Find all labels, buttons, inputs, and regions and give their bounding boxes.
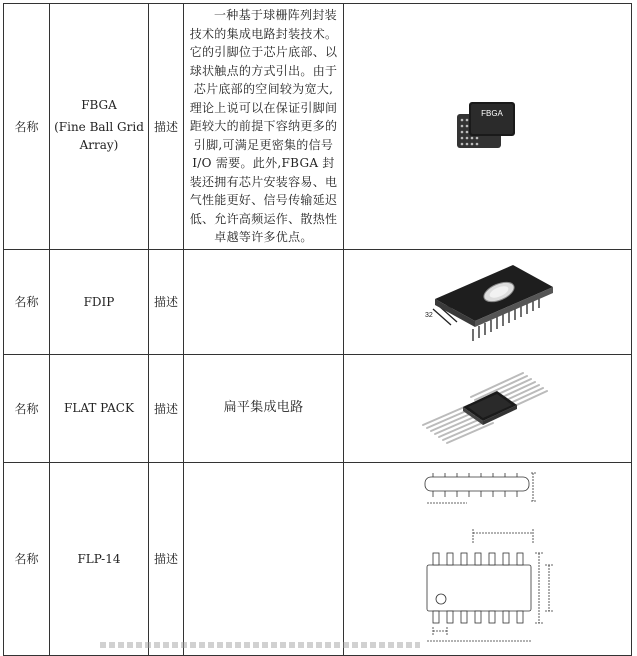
package-description: 扁平集成电路 [184,354,344,462]
package-full-name: (Fine Ball Grid Array) [54,120,144,153]
table-row [4,4,632,250]
package-image-cell [344,462,632,655]
desc-label: 描述 [149,354,184,462]
package-image-cell [344,354,632,462]
pin-label: 32 [424,311,433,319]
description-text: 一种基于球栅阵列封装技术的集成电路封装技术。它的引脚位于芯片底部、以球状触点的方式引出。由于芯片底部的空间较为宽大,理论上说可以在保证引脚间距较大的前提下容纳更多的引脚,可满足更密集的信号 I/O 需要。此外,FBGA 封装还拥有芯片安装容易、电气性能更好、信号传输延迟低、允许高频运作、散热性卓越等许多优点。 [189,8,338,244]
package-name: FLP-14 [50,462,149,655]
name-label: 名称 [4,249,50,354]
desc-label: 描述 [149,249,184,354]
fdip-package-icon [413,257,563,347]
chip-text: FBGA [480,109,503,119]
name-label: 名称 [4,354,50,462]
flat-pack-icon [413,363,563,453]
table-row [4,249,632,354]
footer-caption-fragment [100,642,420,648]
table-row [4,462,632,655]
package-name: FBGA [81,98,117,113]
package-name: FLAT PACK [50,354,149,462]
name-label: 名称 [4,462,50,655]
package-name: FDIP [50,249,149,354]
package-description [184,4,344,250]
package-table [3,3,632,656]
flp14-drawing-icon [413,469,563,649]
package-image-cell [344,4,632,250]
desc-label: 描述 [149,4,184,250]
package-description [184,462,344,655]
package-description [184,249,344,354]
package-name-cell [50,4,149,250]
desc-label: 描述 [149,462,184,655]
fbga-chip-icon [453,96,523,156]
table-row [4,354,632,462]
package-image-cell [344,249,632,354]
name-label: 名称 [4,4,50,250]
